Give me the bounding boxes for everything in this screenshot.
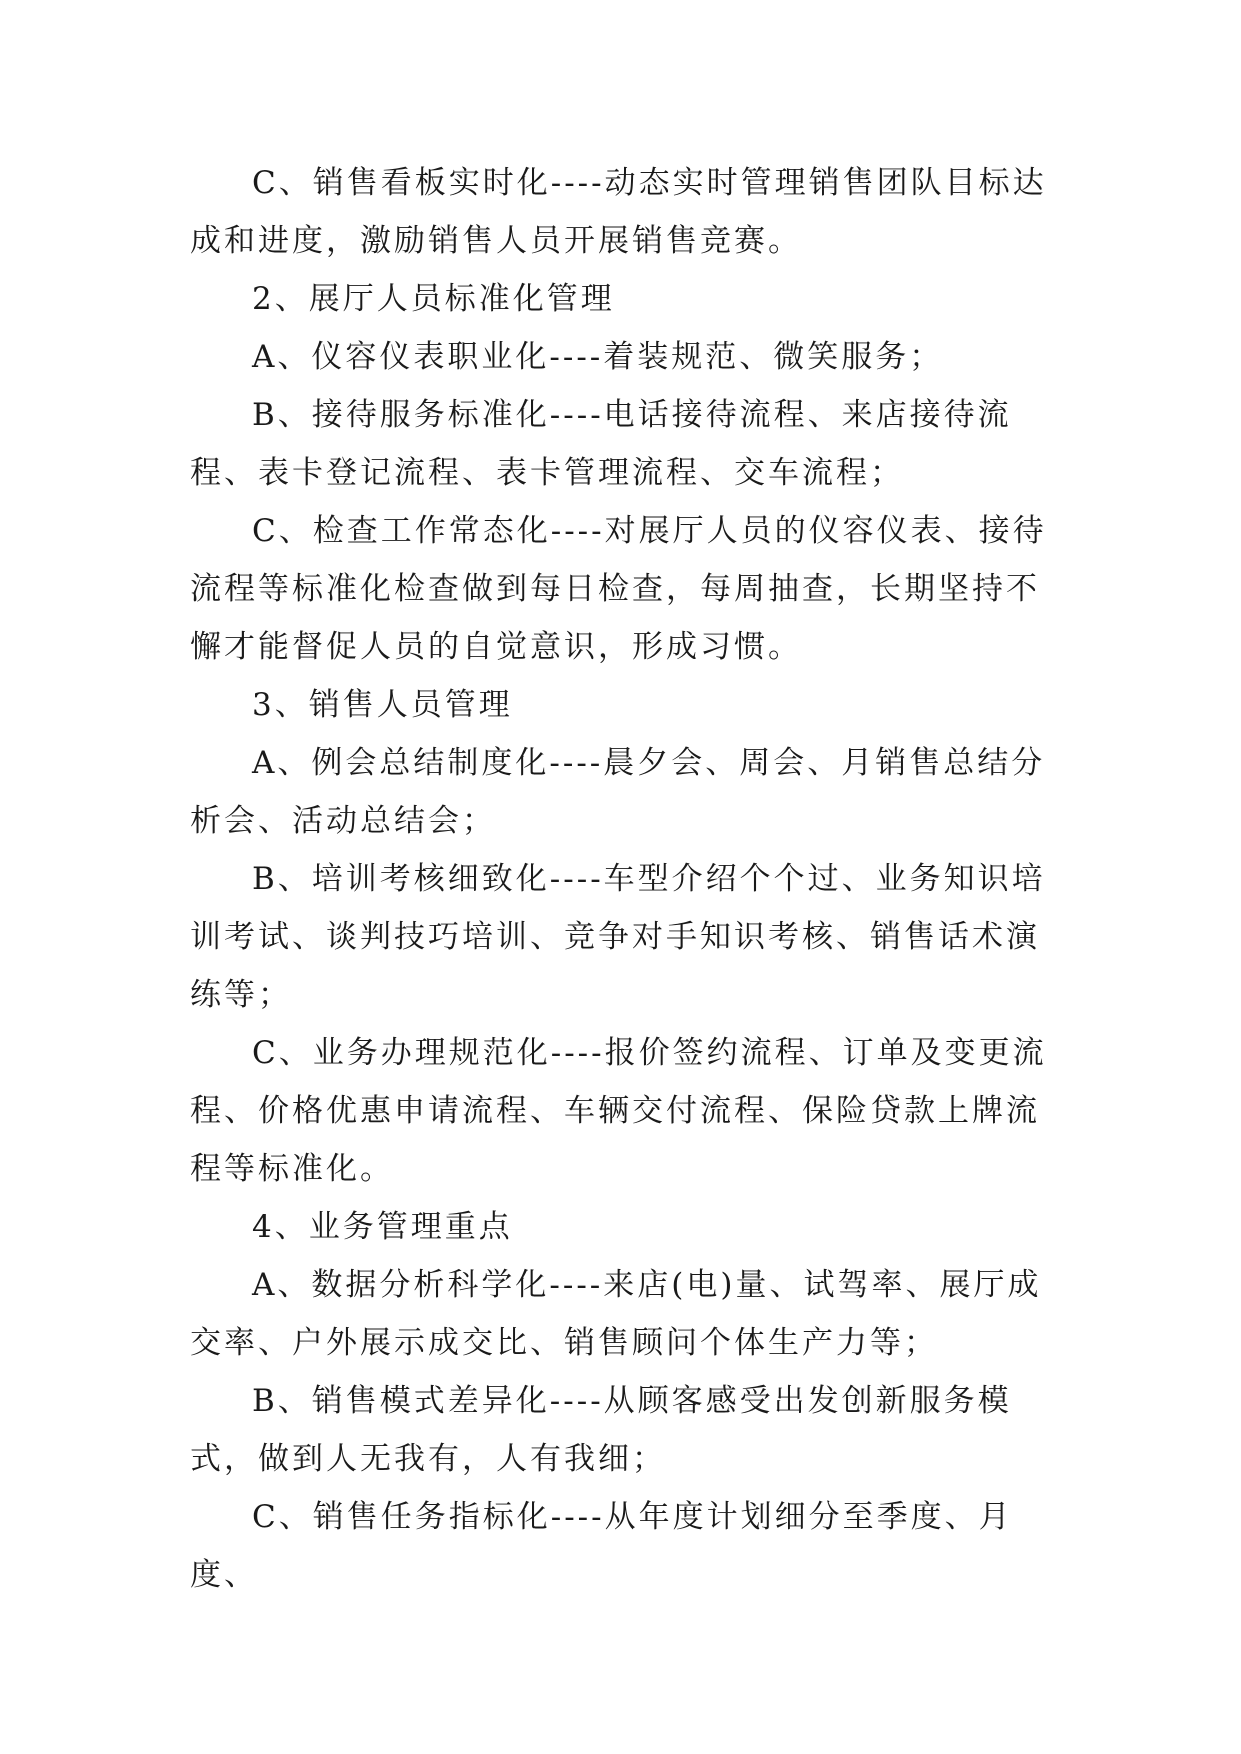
paragraph-sales-board: C、销售看板实时化----动态实时管理销售团队目标达成和进度，激励销售人员开展销售竞赛。 — [190, 165, 1047, 259]
heading-sales-staff-management: 3、销售人员管理 — [252, 687, 513, 723]
paragraph-training: B、培训考核细致化----车型介绍个个过、业务知识培训考试、谈判技巧培训、竞争对手知识考核、销售话术演练等； — [190, 861, 1046, 1013]
paragraph-business-handling: C、业务办理规范化----报价签约流程、订单及变更流程、价格优惠申请流程、车辆交付流程、保险贷款上牌流程等标准化。 — [190, 1035, 1047, 1187]
document-body — [190, 154, 1050, 1604]
paragraph-sales-model: B、销售模式差异化----从顾客感受出发创新服务模式，做到人无我有，人有我细； — [190, 1383, 1012, 1477]
heading-business-key-points: 4、业务管理重点 — [252, 1209, 513, 1245]
paragraph-meetings: A、例会总结制度化----晨夕会、周会、月销售总结分析会、活动总结会； — [190, 745, 1046, 839]
paragraph-appearance: A、仪容仪表职业化----着装规范、微笑服务； — [252, 339, 944, 375]
paragraph-sales-targets: C、销售任务指标化----从年度计划细分至季度、月度、 — [190, 1499, 1013, 1593]
paragraph-reception-service: B、接待服务标准化----电话接待流程、来店接待流程、表卡登记流程、表卡管理流程、交车流程； — [190, 397, 1012, 491]
paragraph-data-analysis: A、数据分析科学化----来店(电)量、试驾率、展厅成交率、户外展示成交比、销售顾问个体生产力等； — [190, 1267, 1042, 1361]
heading-showroom-staff-management: 2、展厅人员标准化管理 — [252, 281, 615, 317]
paragraph-inspection: C、检查工作常态化----对展厅人员的仪容仪表、接待流程等标准化检查做到每日检查，每周抽查，长期坚持不懈才能督促人员的自觉意识，形成习惯。 — [190, 513, 1047, 665]
